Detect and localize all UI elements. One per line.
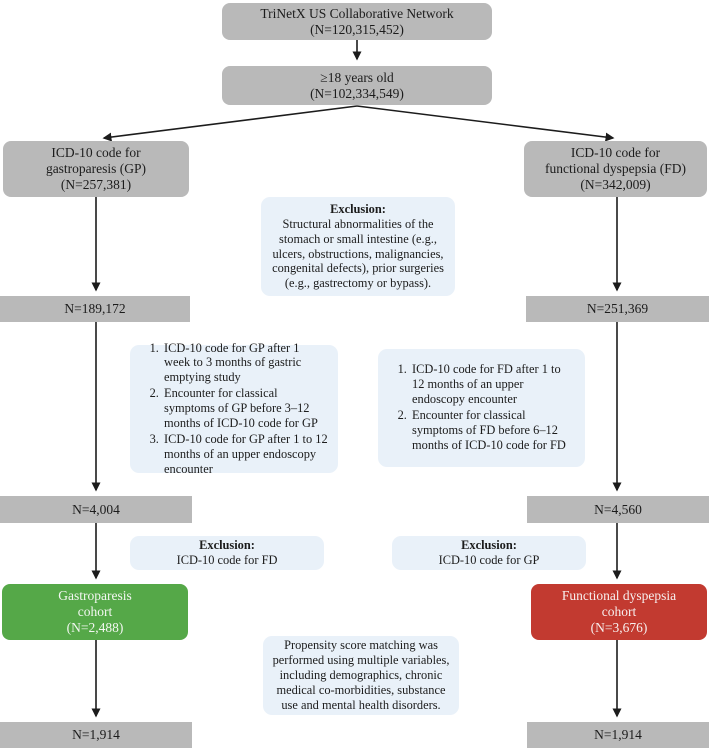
criteria-item: 2. Encounter for classical symptoms of FD before 6–12 months of ICD-10 code for FD (410, 408, 575, 453)
network-box (222, 3, 492, 40)
fd-n-after-matching-bar (527, 722, 709, 748)
arrow-age-to-fd (357, 106, 613, 138)
fd-exclusion-label: Exclusion: (461, 538, 517, 553)
age-n: (N=102,334,549) (310, 85, 404, 101)
gp-criteria-note (130, 340, 338, 476)
network-title: TriNetX US Collaborative Network (260, 5, 454, 21)
fd-n-after-matching: N=1,914 (594, 727, 642, 742)
fd-icd-box (524, 141, 707, 197)
fd-n-after-exclusion: N=251,369 (586, 301, 649, 316)
fd-cohort-box (531, 584, 707, 640)
age-filter-box (222, 66, 492, 105)
fd-icd-n: (N=342,009) (580, 176, 651, 192)
fd-cohort-line2: cohort (601, 604, 637, 620)
gp-icd-line2: gastroparesis (GP) (45, 161, 147, 177)
gp-exclusion-body: ICD-10 code for FD (176, 553, 278, 567)
criteria-item: 1. ICD-10 code for GP after 1 week to 3 months of gastric emptying study (162, 341, 328, 386)
fd-criteria-list (386, 362, 577, 453)
fd-criteria-note (378, 349, 585, 467)
criteria-item: 1. ICD-10 code for FD after 1 to 12 months of an upper endoscopy encounter (410, 362, 575, 407)
gp-exclusion-label: Exclusion: (199, 538, 255, 553)
gp-n-after-criteria: N=4,004 (72, 501, 120, 517)
propensity-matching-body: Propensity score matching was performed using multiple variables, including demographics, chronic medical co-morbidities, substance use and mental health disorders. (272, 638, 450, 712)
gp-n-after-criteria-bar (0, 496, 192, 523)
propensity-matching-note (263, 636, 459, 715)
gp-cohort-n: (N=2,488) (66, 619, 124, 635)
gp-n-after-exclusion: N=189,172 (64, 301, 126, 316)
criteria-item: 3. ICD-10 code for GP after 1 to 12 months of an upper endoscopy encounter (162, 432, 328, 477)
gp-criteria-list (138, 341, 330, 478)
fd-cohort-n: (N=3,676) (590, 619, 648, 635)
gp-cohort-line2: cohort (77, 604, 113, 620)
gp-exclusion-note (130, 536, 324, 570)
fd-icd-line1: ICD-10 code for (570, 145, 661, 161)
network-n: (N=120,315,452) (310, 21, 404, 37)
gp-n-after-matching-bar (0, 722, 192, 748)
gp-cohort-line1: Gastroparesis (58, 588, 132, 604)
arrow-age-to-gp (104, 106, 357, 138)
gp-n-after-exclusion-bar (0, 296, 190, 322)
gp-icd-line1: ICD-10 code for (51, 145, 141, 161)
gp-icd-n: (N=257,381) (60, 176, 132, 192)
criteria-item: 2. Encounter for classical symptoms of GP before 3–12 months of ICD-10 code for GP (162, 386, 328, 431)
fd-n-after-exclusion-bar (526, 296, 709, 322)
fd-n-after-criteria-bar (527, 496, 709, 523)
structural-exclusion-label: Exclusion: (330, 201, 386, 216)
structural-exclusion-note (261, 197, 455, 296)
fd-n-after-criteria: N=4,560 (594, 501, 642, 517)
fd-exclusion-body: ICD-10 code for GP (438, 553, 540, 567)
gp-n-after-matching: N=1,914 (72, 727, 120, 742)
gp-cohort-box (2, 584, 188, 640)
fd-cohort-line1: Functional dyspepsia (561, 588, 677, 604)
structural-exclusion-body: Structural abnormalities of the stomach or small intestine (e.g., ulcers, obstructions, malignancies, congenital defects), prior surgeries (e.g., gastrectomy or bypass). (272, 216, 444, 291)
fd-icd-line2: functional dyspepsia (FD) (545, 161, 686, 177)
gp-icd-box (3, 141, 189, 197)
fd-exclusion-note (392, 536, 586, 570)
age-title: ≥18 years old (320, 69, 394, 85)
